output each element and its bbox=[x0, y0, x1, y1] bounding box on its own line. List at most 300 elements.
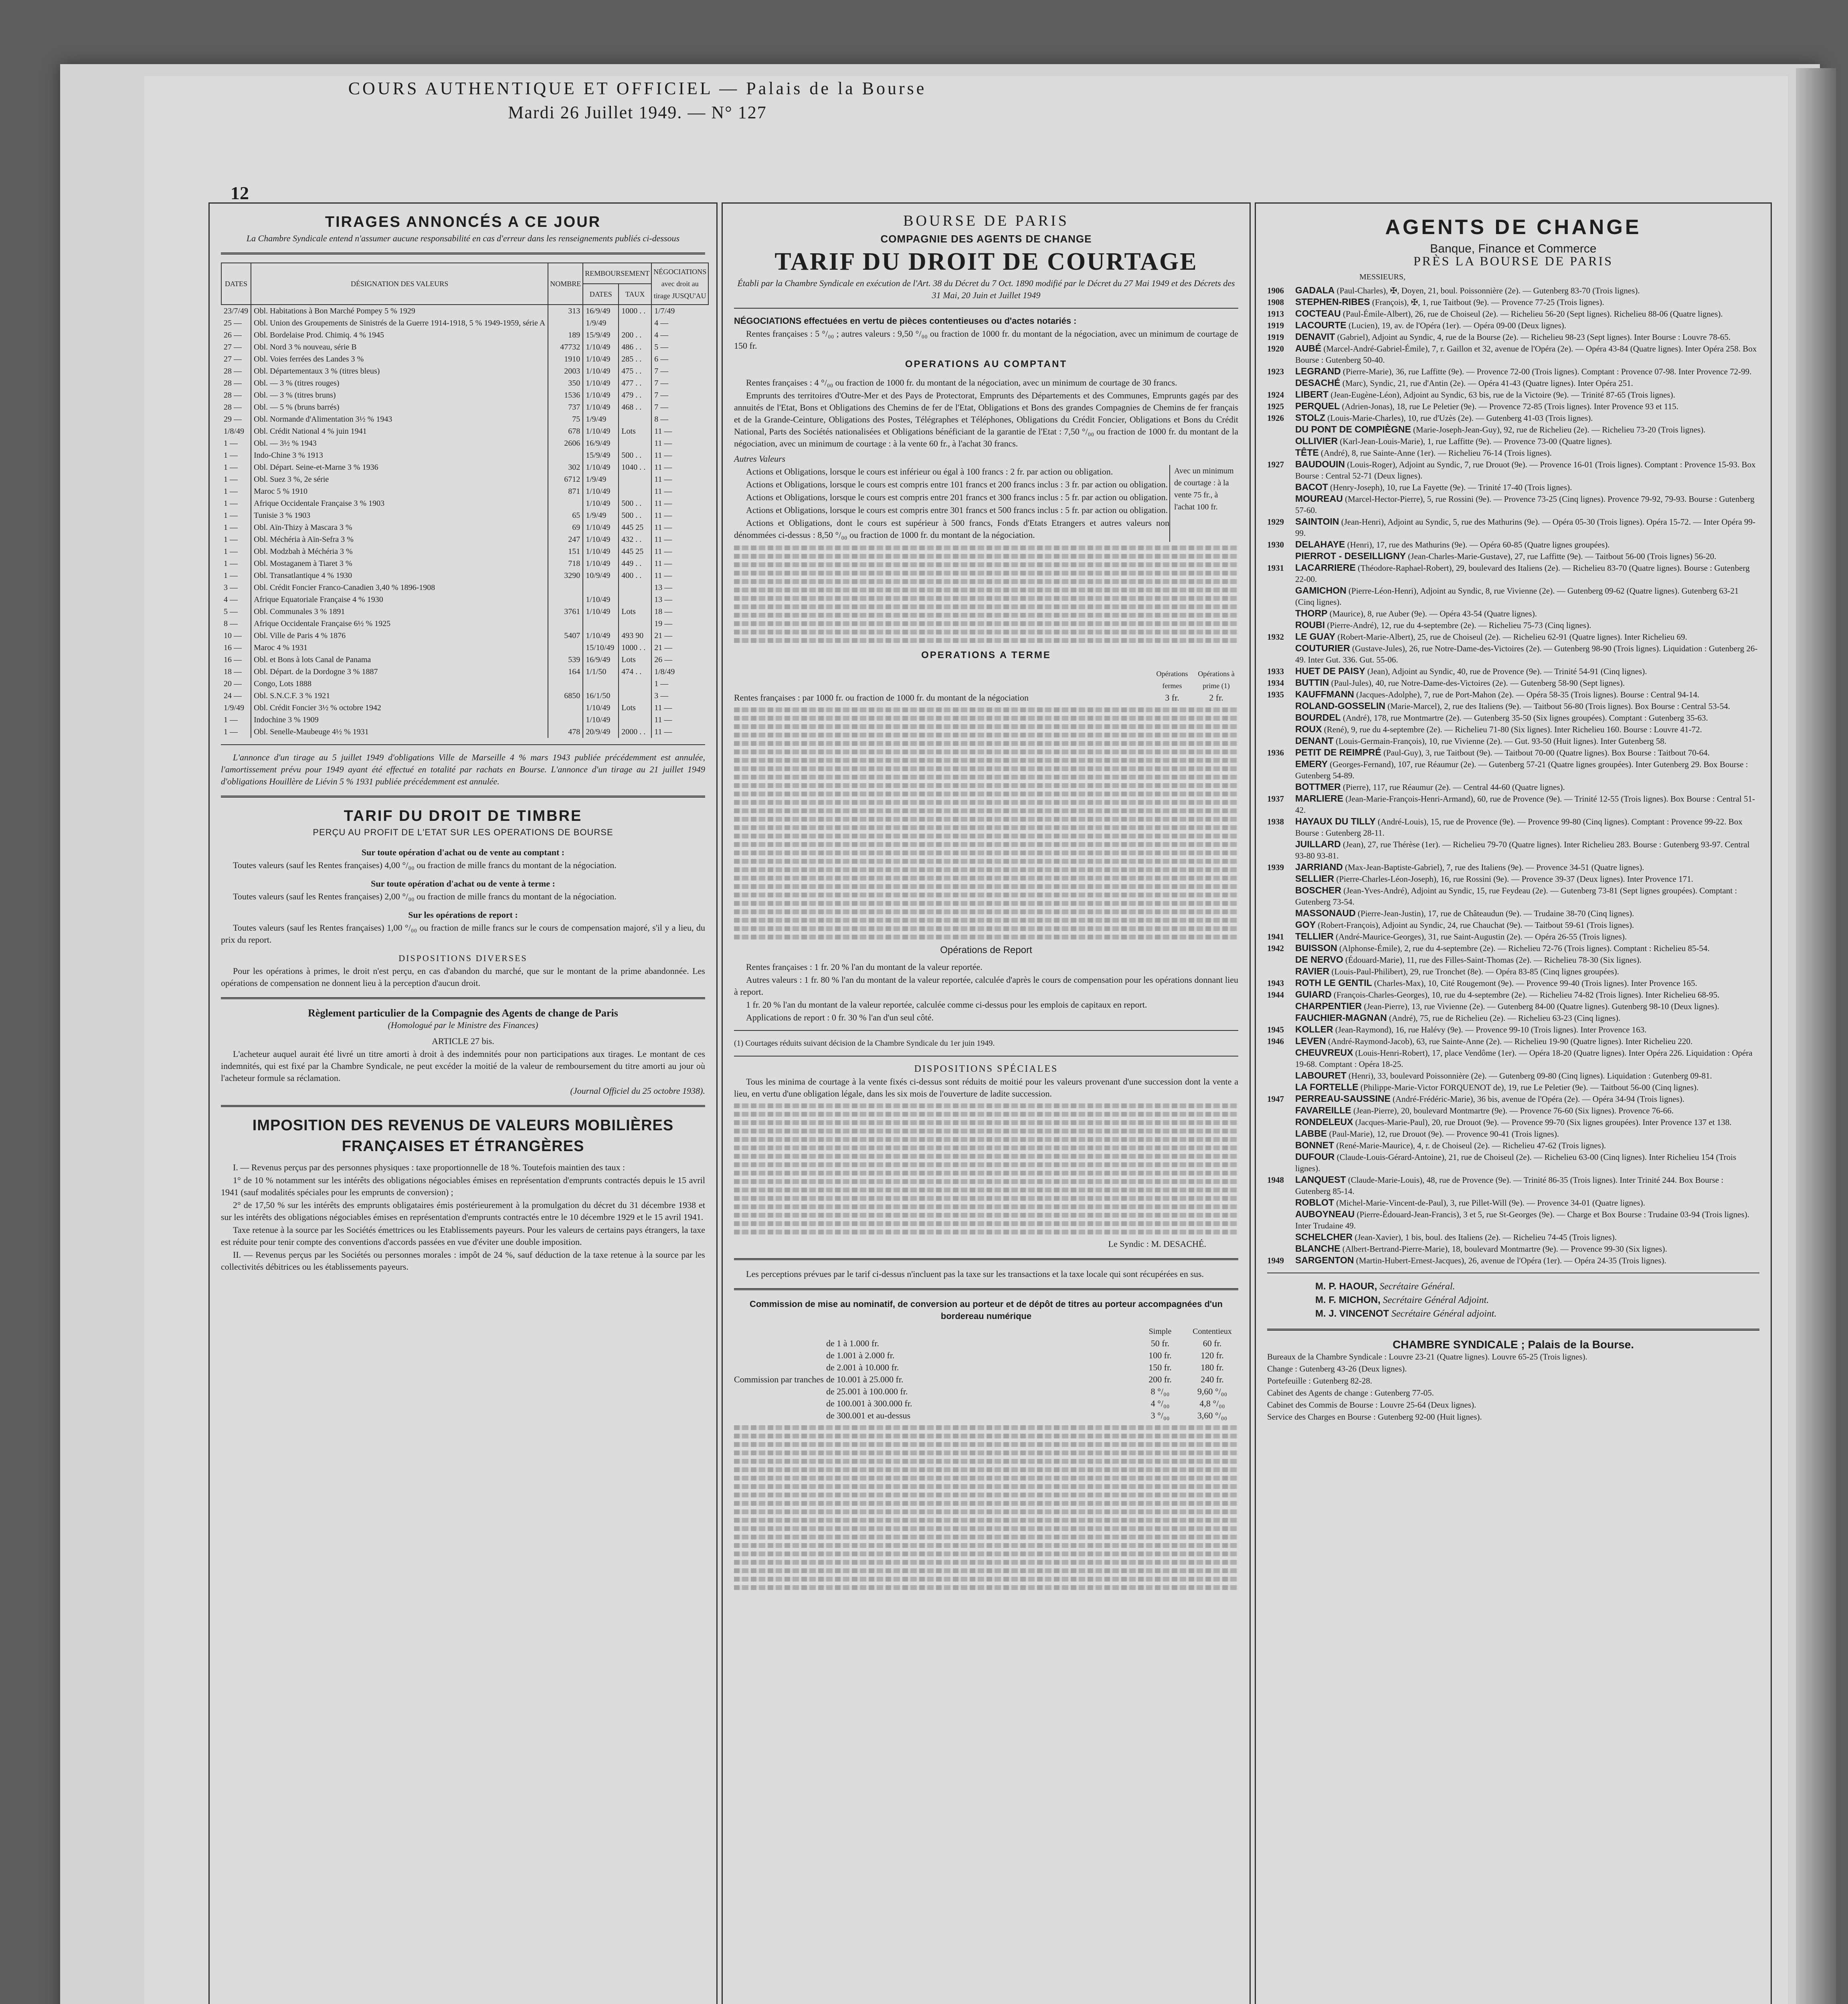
agent-name: COUTURIER bbox=[1295, 643, 1350, 653]
commission-row bbox=[826, 1337, 1238, 1349]
agent-name: GAMICHON bbox=[1295, 585, 1347, 596]
row-nego: 18 — bbox=[654, 607, 673, 616]
row-nombre: 5407 bbox=[548, 630, 583, 642]
agent-entry bbox=[1267, 723, 1759, 735]
agent-entry bbox=[1267, 1035, 1759, 1047]
row-date: 1 — bbox=[221, 521, 251, 533]
row-taux bbox=[619, 714, 651, 726]
agent-info: (Louis-Marie-Charles), 10, rue d'Uzès (2e). — Gutenberg 41-03 (Trois lignes). bbox=[1327, 413, 1593, 423]
agent-name: COCTEAU bbox=[1295, 308, 1341, 319]
row-remb-date: 1/9/49 bbox=[583, 317, 619, 329]
table-row bbox=[221, 690, 708, 702]
agent-entry bbox=[1267, 481, 1759, 493]
commission-simple: 50 fr. bbox=[1150, 1338, 1170, 1348]
row-nombre bbox=[548, 317, 583, 329]
dispositions-title: DISPOSITIONS SPÉCIALES bbox=[914, 1064, 1058, 1074]
row-remb-date: 1/9/49 bbox=[583, 413, 619, 425]
courtage-avec-min: Avec un minimum de courtage : à la vente 75 fr., à l'achat 100 fr. bbox=[1169, 465, 1238, 542]
agent-name: TELLIER bbox=[1295, 931, 1334, 941]
row-taux: 449 . . bbox=[619, 558, 651, 570]
row-date: 27 — bbox=[221, 353, 251, 365]
agent-name: DESACHÉ bbox=[1295, 378, 1341, 388]
agent-entry bbox=[1267, 585, 1759, 608]
header-date: Mardi 26 Juillet 1949. — N° 127 bbox=[508, 103, 767, 122]
agent-info: (Pierre-Léon-Henri), Adjoint au Syndic, 8, rue Vivienne (2e). — Gutenberg 09-62 (Quatre lignes). Gutenberg 63-21 (Cinq lignes). bbox=[1295, 586, 1739, 607]
agent-year: 1925 bbox=[1267, 402, 1284, 411]
secretary-name: M. J. VINCENOT bbox=[1315, 1308, 1389, 1319]
agent-name: LE GUAY bbox=[1295, 631, 1336, 642]
agent-name: PIERROT - DESEILLIGNY bbox=[1295, 551, 1406, 561]
agent-info: (Henri), 33, boulevard Poissonnière (2e). — Gutenberg 09-80 (Cinq lignes). Liquidation : Gutenberg 09-81. bbox=[1349, 1071, 1712, 1081]
table-row bbox=[221, 377, 708, 389]
agent-info: (René), 9, rue du 4-septembre (2e). — Richelieu 71-80 (Six lignes). Inter Richelieu 160. Bourse : Louvre 41-72. bbox=[1324, 725, 1702, 734]
row-remb-date: 1/10/49 bbox=[583, 377, 619, 389]
row-nombre: 69 bbox=[548, 521, 583, 533]
agent-entry bbox=[1267, 516, 1759, 539]
col-dates: DATES bbox=[221, 263, 251, 305]
imposition-i1: 1° de 10 % notamment sur les intérêts des obligations négociables émises en représentation d'emprunts contractés depuis le 15 avril 1941 (sauf modalités spéciales pour les emprunts de conversion) ; bbox=[221, 1175, 705, 1197]
agent-info: (Karl-Jean-Louis-Marie), 1, rue Laffitte (9e). — Provence 73-00 (Quatre lignes). bbox=[1340, 436, 1612, 446]
agent-info: (Martin-Hubert-Ernest-Jacques), 26, avenue de l'Opéra (1er). — Opéra 24-35 (Trois lignes). bbox=[1356, 1256, 1666, 1265]
agent-name: LA FORTELLE bbox=[1295, 1082, 1359, 1092]
row-nego: 4 — bbox=[654, 331, 669, 339]
commission-label: Commission par tranches bbox=[734, 1374, 824, 1384]
agent-entry bbox=[1267, 677, 1759, 689]
agent-info: (Pierre-Édouard-Jean-Francis), 3 et 5, rue St-Georges (9e). — Charge et Box Bourse : Trudaine 03-94 (Trois lignes). Inter Trudaine 49. bbox=[1295, 1210, 1749, 1230]
imposition-ii: II. — Revenus perçus par les Sociétés ou personnes morales : impôt de 24 %, sauf déduction de la taxe retenue à la source par les collectivités débitrices ou les établissements payeurs. bbox=[221, 1250, 705, 1272]
agent-year: 1919 bbox=[1267, 332, 1284, 342]
commission-simple: 100 fr. bbox=[1148, 1350, 1172, 1360]
autres-line: Actions et Obligations, lorsque le cours est compris entre 201 francs et 300 francs inclus : 5 fr. par action ou obligation. bbox=[746, 492, 1168, 502]
agent-entry bbox=[1267, 1197, 1759, 1208]
agent-entry bbox=[1267, 989, 1759, 1000]
courtage-autres: Autres Valeurs bbox=[734, 454, 786, 464]
autres-line: Actions et Obligations, lorsque le cours est inférieur ou égal à 100 francs : 2 fr. par action ou obligation. bbox=[746, 467, 1113, 477]
row-taux: Lots bbox=[619, 606, 651, 618]
agent-entry bbox=[1267, 308, 1759, 319]
row-nombre: 1910 bbox=[548, 353, 583, 365]
agent-info: (Jean), 27, rue Thérèse (1er). — Richelieu 79-70 (Quatre lignes). Inter Richelieu 283. Bourse : Gutenberg 93-97. Central 93-80 93-81. bbox=[1295, 840, 1750, 861]
agent-entry bbox=[1267, 700, 1759, 712]
table-row bbox=[221, 509, 708, 521]
commission-tranche: de 1 à 1.000 fr. bbox=[826, 1338, 879, 1348]
row-date: 1 — bbox=[221, 461, 251, 473]
table-row bbox=[221, 413, 708, 425]
imposition-i2: 2° de 17,50 % sur les intérêts des emprunts obligataires émis postérieurement à la promulgation du décret du 31 décembre 1938 et sur les intérêts des obligations négociables émises en représentation d'emprunts contractés entre le 10 décembre 1929 et le 15 avril 1941. bbox=[221, 1200, 705, 1222]
agent-name: HUET DE PAISY bbox=[1295, 666, 1365, 676]
courtage-report: Opérations de Report bbox=[940, 945, 1032, 956]
row-date: 1 — bbox=[221, 509, 251, 521]
table-row bbox=[221, 365, 708, 377]
chambre-line: Change : Gutenberg 43-26 (Deux lignes). bbox=[1267, 1364, 1407, 1374]
col-nombre: NOMBRE bbox=[548, 263, 583, 305]
agent-entry bbox=[1267, 400, 1759, 412]
tirages-subtitle: La Chambre Syndicale entend n'assumer aucune responsabilité en cas d'erreur dans les renseignements publiés ci-dessous bbox=[246, 233, 680, 243]
commission-simple: 4 °/₀₀ bbox=[1150, 1398, 1170, 1408]
row-taux: Lots bbox=[619, 702, 651, 714]
agent-entry bbox=[1267, 665, 1759, 677]
table-row bbox=[221, 389, 708, 401]
agent-entry bbox=[1267, 712, 1759, 723]
agent-info: (Jean), Adjoint au Syndic, 40, rue de Provence (9e). — Trinité 54-91 (Cinq lignes). bbox=[1367, 667, 1647, 676]
agent-name: DE NERVO bbox=[1295, 954, 1343, 965]
agent-info: (Jean-Charles-Marie-Gustave), 27, rue Laffitte (9e). — Taitbout 56-00 (Trois lignes) 56-20. bbox=[1408, 552, 1717, 561]
row-nombre bbox=[548, 678, 583, 690]
row-nombre: 6712 bbox=[548, 473, 583, 485]
secretary-entry bbox=[1315, 1293, 1759, 1307]
agent-name: LACARRIERE bbox=[1295, 562, 1356, 573]
agents-messieurs: MESSIEURS, bbox=[1359, 273, 1406, 281]
agent-info: (Louis-Roger), Adjoint au Syndic, 7, rue Drouot (9e). — Provence 16-01 (Trois lignes). Comptant : Provence 15-93. Box Bourse : Central 52-71 (Deux lignes). bbox=[1295, 460, 1756, 481]
secretary-entry bbox=[1315, 1280, 1759, 1293]
agent-info: (René-Marie-Maurice), 4, r. de Choiseul (2e). — Richelieu 47-62 (Trois lignes). bbox=[1336, 1141, 1606, 1150]
agent-name: MOUREAU bbox=[1295, 493, 1343, 504]
row-valeur: Obl. — 3 % (titres rouges) bbox=[251, 377, 548, 389]
row-valeur: Obl. et Bons à lots Canal de Panama bbox=[251, 654, 548, 666]
row-taux: 475 . . bbox=[619, 365, 651, 377]
agent-name: GOY bbox=[1295, 919, 1316, 930]
agent-entry bbox=[1267, 366, 1759, 377]
agent-entry bbox=[1267, 907, 1759, 919]
agents-pres: PRÈS LA BOURSE DE PARIS bbox=[1413, 254, 1613, 268]
agent-info: (Jean-Pierre), 20, boulevard Montmartre (9e). — Provence 76-60 (Six lignes). Provence 76-66. bbox=[1353, 1106, 1674, 1115]
row-taux: 432 . . bbox=[619, 533, 651, 545]
row-taux: Lots bbox=[619, 654, 651, 666]
row-valeur: Obl. Crédit Foncier 3½ % octobre 1942 bbox=[251, 702, 548, 714]
row-remb-date bbox=[583, 678, 619, 690]
agent-name: GADALA bbox=[1295, 285, 1335, 295]
commission-contentieux: 120 fr. bbox=[1201, 1350, 1224, 1360]
agent-entry bbox=[1267, 562, 1759, 585]
agent-entry bbox=[1267, 735, 1759, 747]
row-taux: Lots bbox=[619, 425, 651, 437]
agent-entry bbox=[1267, 424, 1759, 435]
agent-name: MASSONAUD bbox=[1295, 908, 1356, 918]
secretary-role: Secrétaire Général. bbox=[1379, 1281, 1455, 1292]
agent-entry bbox=[1267, 1070, 1759, 1081]
row-nego: 11 — bbox=[654, 547, 672, 556]
agent-name: JARRIAND bbox=[1295, 862, 1343, 872]
table-row bbox=[221, 353, 708, 365]
terme-rentes-prime: 2 fr. bbox=[1209, 693, 1223, 703]
divider bbox=[734, 1258, 1238, 1260]
commission-row bbox=[826, 1349, 1238, 1362]
row-nombre: 151 bbox=[548, 545, 583, 558]
col-taux: TAUX bbox=[619, 284, 651, 305]
row-remb-date: 1/10/49 bbox=[583, 521, 619, 533]
agent-info: (Jean-Xavier), 1 bis, boul. des Italiens (2e). — Richelieu 74-45 (Trois lignes). bbox=[1355, 1232, 1617, 1242]
agent-name: SELLIER bbox=[1295, 873, 1334, 884]
commission-row bbox=[826, 1410, 1238, 1422]
agent-entry bbox=[1267, 1116, 1759, 1128]
row-taux bbox=[619, 317, 651, 329]
row-date: 23/7/49 bbox=[221, 305, 251, 317]
table-row bbox=[221, 317, 708, 329]
row-taux bbox=[619, 594, 651, 606]
agent-info: (André), 178, rue Montmartre (2e). — Gutenberg 35-50 (Six lignes groupées). Comptant : Gutenberg 35-63. bbox=[1343, 713, 1708, 723]
agent-entry bbox=[1267, 838, 1759, 861]
row-date: 16 — bbox=[221, 642, 251, 654]
agent-info: (Charles-Max), 10, Cité Rougemont (9e). — Provence 99-40 (Trois lignes). Inter Provence 165. bbox=[1374, 978, 1697, 988]
row-date: 4 — bbox=[221, 594, 251, 606]
row-taux bbox=[619, 485, 651, 497]
row-nego: 13 — bbox=[654, 583, 673, 592]
row-date: 1/8/49 bbox=[221, 425, 251, 437]
table-row bbox=[221, 425, 708, 437]
agent-name: OLLIVIER bbox=[1295, 436, 1338, 446]
agent-name: SCHELCHER bbox=[1295, 1232, 1353, 1242]
agent-entry bbox=[1267, 412, 1759, 424]
agent-year: 1948 bbox=[1267, 1175, 1284, 1185]
row-remb-date: 1/10/49 bbox=[583, 485, 619, 497]
agent-info: (Paul-Émile-Albert), 26, rue de Choiseul (2e). — Richelieu 56-20 (Sept lignes). Richelieu 88-06 (Quatre lignes). bbox=[1343, 309, 1723, 319]
row-valeur: Obl. Union des Groupements de Sinistrés de la Guerre 1914-1918, 5 % 1949-1959, série A bbox=[251, 317, 548, 329]
divider bbox=[734, 1288, 1238, 1290]
row-nego: 7 — bbox=[654, 391, 669, 400]
agent-info: (François-Charles-Georges), 10, rue du 4-septembre (2e). — Richelieu 74-82 (Trois lignes). Inter Richelieu 68-95. bbox=[1333, 990, 1720, 1000]
row-valeur: Obl. Aïn-Thizy à Mascara 3 % bbox=[251, 521, 548, 533]
row-nego: 11 — bbox=[654, 535, 672, 544]
agent-name: BLANCHE bbox=[1295, 1243, 1341, 1254]
row-nombre: 1536 bbox=[548, 389, 583, 401]
table-row bbox=[221, 558, 708, 570]
timbre-h3: Sur les opérations de report : bbox=[408, 910, 518, 920]
agent-entry bbox=[1267, 435, 1759, 447]
commission-row bbox=[826, 1362, 1238, 1374]
row-date: 1 — bbox=[221, 473, 251, 485]
divider bbox=[734, 1030, 1238, 1031]
row-remb-date bbox=[583, 618, 619, 630]
imposition-title-1: IMPOSITION DES REVENUS DE VALEURS MOBILIÈRES bbox=[252, 1117, 674, 1134]
agent-entry bbox=[1267, 377, 1759, 389]
table-row bbox=[221, 341, 708, 353]
agent-entry bbox=[1267, 816, 1759, 838]
row-date: 28 — bbox=[221, 365, 251, 377]
agent-info: (Édouard-Marie), 11, rue des Filles-Saint-Thomas (2e). — Richelieu 78-30 (Six lignes). bbox=[1345, 955, 1642, 965]
row-taux: 445 25 bbox=[619, 545, 651, 558]
agent-info: (André-Louis), 15, rue de Provence (9e). — Provence 99-80 (Cinq lignes). Comptant : Provence 99-22. Box Bourse : Gutenberg 28-11. bbox=[1295, 817, 1743, 838]
agent-info: (Pierre-André), 12, rue du 4-septembre (2e). — Richelieu 75-73 (Cinq lignes). bbox=[1327, 620, 1591, 630]
commission-tranche: de 100.001 à 300.000 fr. bbox=[826, 1398, 912, 1408]
agent-name: BONNET bbox=[1295, 1140, 1334, 1150]
agent-info: (Marc), Syndic, 21, rue d'Antin (2e). — Opéra 41-43 (Quatre lignes). Inter Opéra 251. bbox=[1342, 378, 1633, 388]
imposition-i3: Taxe retenue à la source par les Sociétés émettrices ou les Etablissements payeurs. Pour les valeurs de certains pays étrangers, la taxe est réduite pour tenir compte des conventions d'accords passées en vue d'éviter une double imposition. bbox=[221, 1225, 705, 1247]
table-row bbox=[221, 642, 708, 654]
commission-row bbox=[826, 1374, 1238, 1386]
row-nombre: 718 bbox=[548, 558, 583, 570]
commission-title: Commission de mise au nominatif, de conversion au porteur et de dépôt de titres au porteur accompagnées d'un bordereau numérique bbox=[749, 1299, 1223, 1321]
row-date: 18 — bbox=[221, 666, 251, 678]
row-date: 27 — bbox=[221, 341, 251, 353]
courtage-comptant-text: Rentes françaises : 4 °/₀₀ ou fraction de 1000 fr. du montant de la négociation, avec un minimum de courtage de 30 francs. bbox=[746, 378, 1177, 388]
row-nego: 1/7/49 bbox=[654, 307, 675, 315]
agent-year: 1931 bbox=[1267, 563, 1284, 573]
agent-info: (Robert-François), Adjoint au Syndic, 24, rue Chauchat (9e). — Taitbout 59-61 (Trois lignes). bbox=[1318, 920, 1634, 930]
tirages-title: TIRAGES ANNONCÉS A CE JOUR bbox=[325, 214, 601, 230]
agent-year: 1920 bbox=[1267, 344, 1284, 354]
row-taux: 500 . . bbox=[619, 497, 651, 509]
row-date: 3 — bbox=[221, 582, 251, 594]
agent-info: (Georges-Fernand), 107, rue Réaumur (2e). — Gutenberg 57-21 (Quatre lignes groupées). Inter Gutenberg 29. Box Bourse : Gutenberg 54-89. bbox=[1295, 760, 1748, 780]
row-remb-date: 1/9/49 bbox=[583, 509, 619, 521]
row-valeur: Obl. Normande d'Alimentation 3½ % 1943 bbox=[251, 413, 548, 425]
commission-contentieux: 240 fr. bbox=[1201, 1374, 1224, 1384]
agent-info: (Paul-Charles), ✠, Doyen, 21, boul. Poissonnière (2e). — Gutenberg 83-70 (Trois lignes). bbox=[1336, 286, 1640, 295]
agent-entry bbox=[1267, 758, 1759, 781]
agent-year: 1927 bbox=[1267, 460, 1284, 469]
courtage-title: TARIF DU DROIT DE COURTAGE bbox=[774, 248, 1198, 275]
agent-name: BOTTMER bbox=[1295, 782, 1341, 792]
agent-name: BACOT bbox=[1295, 482, 1328, 492]
row-taux: 477 . . bbox=[619, 377, 651, 389]
row-nombre: 3761 bbox=[548, 606, 583, 618]
agent-info: (Maurice), 8, rue Auber (9e). — Opéra 43-54 (Quatre lignes). bbox=[1329, 609, 1537, 618]
agent-name: ROUBI bbox=[1295, 620, 1325, 630]
row-valeur: Obl. Bordelaise Prod. Chimiq. 4 % 1945 bbox=[251, 329, 548, 341]
row-date: 25 — bbox=[221, 317, 251, 329]
tirages-note: L'annonce d'un tirage au 5 juillet 1949 d'obligations Ville de Marseille 4 % mars 1943 publiée précédemment est annulée, l'amortissement prévu pour 1949 ayant été effectué en totalité par rachats en Bourse. L'annonce d'un tirage au 21 juillet 1949 d'obligations Houillère de Liévin 5 % 1931 publiée précédemment est annulée. bbox=[221, 752, 705, 786]
row-nego: 21 — bbox=[654, 643, 673, 652]
agent-entry bbox=[1267, 977, 1759, 989]
agent-info: (Pierre-Marie), 36, rue Laffitte (9e). — Provence 72-00 (Trois lignes). Comptant : Provence 07-98. Inter Provence 72-99. bbox=[1343, 367, 1752, 376]
report-line: 1 fr. 20 % l'an du montant de la valeur reportée, calculée comme ci-dessus pour les emplois de capitaux en report. bbox=[746, 1000, 1147, 1010]
agent-entry bbox=[1267, 389, 1759, 400]
commission-tranche: de 25.001 à 100.000 fr. bbox=[826, 1386, 908, 1396]
agent-info: (Gustave-Jules), 26, rue Notre-Dame-des-Victoires (2e). — Gutenberg 98-90 (Trois lignes). Liquidation : Gutenberg 26-49. Inter Gut. 336. Gut. 55-06. bbox=[1295, 644, 1758, 665]
agent-info: (Paul-Marie), 12, rue Drouot (9e). — Provence 90-41 (Trois lignes). bbox=[1329, 1129, 1559, 1139]
agent-info: (Louis-Germain-François), 10, rue Vivienne (2e). — Gut. 93-50 (Huit lignes). Inter Gutenberg 58. bbox=[1336, 736, 1667, 746]
row-valeur: Obl. Départ. de la Dordogne 3 % 1887 bbox=[251, 666, 548, 678]
agent-name: ROUX bbox=[1295, 724, 1322, 734]
agent-name: FAVAREILLE bbox=[1295, 1105, 1351, 1115]
table-row bbox=[221, 305, 708, 317]
row-valeur: Obl. Départementaux 3 % (titres bleus) bbox=[251, 365, 548, 377]
row-nego: 6 — bbox=[654, 355, 669, 364]
divider bbox=[221, 253, 705, 255]
report-line: Applications de report : 0 fr. 30 % l'an d'un seul côté. bbox=[746, 1012, 934, 1022]
table-row bbox=[221, 570, 708, 582]
agent-info: (Adrien-Jonas), 18, rue Le Peletier (9e). — Provence 72-85 (Trois lignes). Inter Provence 93 et 115. bbox=[1342, 402, 1678, 411]
page-number: 12 bbox=[230, 183, 249, 203]
agent-entry bbox=[1267, 861, 1759, 873]
row-date: 29 — bbox=[221, 413, 251, 425]
row-nombre: 737 bbox=[548, 401, 583, 413]
agent-year: 1938 bbox=[1267, 817, 1284, 826]
timbre-h2: Sur toute opération d'achat ou de vente à terme : bbox=[371, 879, 555, 889]
table-row bbox=[221, 654, 708, 666]
agent-entry bbox=[1267, 642, 1759, 665]
agent-info: (Louis-Henri-Robert), 17, place Vendôme (1er). — Opéra 18-20 (Quatre lignes). Inter Opéra 226. Liquidation : Opéra 19-68. Comptant : Opéra 18-25. bbox=[1295, 1048, 1753, 1069]
row-remb-date: 16/9/49 bbox=[583, 305, 619, 317]
row-nombre: 247 bbox=[548, 533, 583, 545]
table-row bbox=[221, 473, 708, 485]
row-nombre: 2606 bbox=[548, 437, 583, 449]
page-edge bbox=[1796, 68, 1836, 2004]
report-line: Rentes françaises : 1 fr. 20 % l'an du montant de la valeur reportée. bbox=[746, 962, 983, 972]
agent-name: PERREAU-SAUSSINE bbox=[1295, 1093, 1391, 1104]
row-taux bbox=[619, 437, 651, 449]
agent-info: (André-Frédéric-Marie), 36 bis, avenue de l'Opéra (2e). — Opéra 34-94 (Trois lignes). bbox=[1392, 1094, 1684, 1104]
agent-entry bbox=[1267, 493, 1759, 516]
commission-simple: 3 °/₀₀ bbox=[1150, 1410, 1170, 1420]
agent-entry bbox=[1267, 1000, 1759, 1012]
table-row bbox=[221, 582, 708, 594]
agent-info: (Claude-Louis-Gérard-Antoine), 21, rue de Choiseul (2e). — Richelieu 63-00 (Cinq lignes). Inter Richelieu 154 (Trois lignes). bbox=[1295, 1152, 1737, 1173]
row-valeur: Obl. — 5 % (bruns barrés) bbox=[251, 401, 548, 413]
courtage-note: (1) Courtages réduits suivant décision de la Chambre Syndicale du 1er juin 1949. bbox=[734, 1039, 995, 1048]
row-remb-date: 1/10/49 bbox=[583, 461, 619, 473]
row-nombre bbox=[548, 449, 583, 461]
row-taux: 500 . . bbox=[619, 509, 651, 521]
row-remb-date: 1/10/49 bbox=[583, 353, 619, 365]
commission-simple: 150 fr. bbox=[1148, 1362, 1172, 1372]
agent-entry bbox=[1267, 793, 1759, 816]
row-nego: 13 — bbox=[654, 595, 673, 604]
agent-entry bbox=[1267, 296, 1759, 308]
row-nombre bbox=[548, 702, 583, 714]
row-nombre bbox=[548, 714, 583, 726]
row-remb-date: 16/9/49 bbox=[583, 437, 619, 449]
row-taux: 486 . . bbox=[619, 341, 651, 353]
agent-name: DELAHAYE bbox=[1295, 539, 1345, 549]
agent-name: BUTTIN bbox=[1295, 677, 1329, 688]
column-agents bbox=[1255, 202, 1772, 2004]
agent-entry bbox=[1267, 1024, 1759, 1035]
agent-entry bbox=[1267, 966, 1759, 977]
agent-entry bbox=[1267, 285, 1759, 296]
agent-name: STEPHEN-RIBES bbox=[1295, 297, 1370, 307]
agent-info: (Jean-Pierre), 13, rue Vivienne (2e). — Gutenberg 84-00 (Quatre lignes). Gutenberg 98-10 (Deux lignes). bbox=[1364, 1002, 1719, 1011]
row-taux: 468 . . bbox=[619, 401, 651, 413]
row-remb-date: 10/9/49 bbox=[583, 570, 619, 582]
agent-year: 1945 bbox=[1267, 1025, 1284, 1034]
row-remb-date: 15/10/49 bbox=[583, 642, 619, 654]
agent-entry bbox=[1267, 873, 1759, 885]
tirages-table bbox=[221, 263, 709, 738]
agent-name: KOLLER bbox=[1295, 1024, 1333, 1034]
chambre-line: Cabinet des Agents de change : Gutenberg 77-05. bbox=[1267, 1388, 1434, 1398]
row-taux: 1040 . . bbox=[619, 461, 651, 473]
agent-name: BAUDOUIN bbox=[1295, 459, 1345, 469]
row-valeur: Obl. Méchéria à Aïn-Sefra 3 % bbox=[251, 533, 548, 545]
divider bbox=[221, 796, 705, 798]
row-nombre: 65 bbox=[548, 509, 583, 521]
row-remb-date: 1/10/49 bbox=[583, 714, 619, 726]
row-valeur: Obl. Voies ferrées des Landes 3 % bbox=[251, 353, 548, 365]
row-nombre: 539 bbox=[548, 654, 583, 666]
row-date: 16 — bbox=[221, 654, 251, 666]
row-date: 28 — bbox=[221, 401, 251, 413]
row-valeur: Obl. Senelle-Maubeuge 4½ % 1931 bbox=[251, 726, 548, 738]
row-nego: 26 — bbox=[654, 655, 673, 664]
agent-entry bbox=[1267, 1105, 1759, 1116]
divider bbox=[221, 744, 705, 745]
chambre-line: Portefeuille : Gutenberg 82-28. bbox=[1267, 1376, 1373, 1386]
agent-entry bbox=[1267, 954, 1759, 966]
agent-year: 1943 bbox=[1267, 978, 1284, 988]
agent-year: 1946 bbox=[1267, 1036, 1284, 1046]
agent-info: (Marcel-Hector-Pierre), 5, rue Rossini (9e). — Provence 73-25 (Cinq lignes). Provence 79-92, 79-93. Bourse : Gutenberg 57-60. bbox=[1295, 494, 1755, 515]
table-row bbox=[221, 329, 708, 341]
row-taux: 500 . . bbox=[619, 449, 651, 461]
commission-tranche: de 300.001 et au-dessus bbox=[826, 1410, 911, 1420]
agent-entry bbox=[1267, 747, 1759, 758]
agent-info: (Max-Jean-Baptiste-Gabriel), 7, rue des Italiens (9e). — Provence 34-51 (Quatre lignes). bbox=[1345, 863, 1644, 872]
table-row bbox=[221, 618, 708, 630]
timbre-p1: Toutes valeurs (sauf les Rentes françaises) 4,00 °/₀₀ ou fraction de mille francs du montant de la négociation. bbox=[233, 860, 617, 870]
row-nombre: 189 bbox=[548, 329, 583, 341]
imposition-i: I. — Revenus perçus par des personnes physiques : taxe proportionnelle de 18 %. Toutefois maintien des taux : bbox=[233, 1162, 625, 1172]
